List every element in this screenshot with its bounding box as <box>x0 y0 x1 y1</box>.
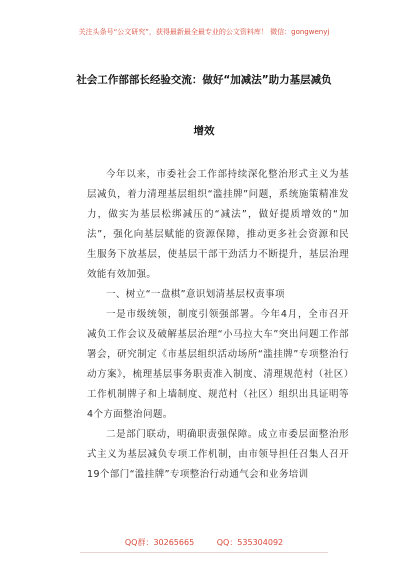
document-title-line-1: 社会工作部部长经验交流：做好“加减法”助力基层减负 <box>76 74 332 86</box>
footer-divider <box>80 552 328 553</box>
document-title-line-2: 增效 <box>193 125 215 137</box>
footer-bar <box>0 537 408 548</box>
document-body <box>87 165 349 485</box>
section-heading-1: 一、树立“一盘棋”意识划清基层权责事项 <box>106 289 285 300</box>
paragraph-point-1: 一是市级统领，制度引领强部署。今年4月，全市召开减负工作会议及破解基层治理“小马拉大车”突出问题工作部署会，研究制定《市基层组织活动场所“滥挂牌”专项整治行动方案》，梳理基层事务职责准入制度、清理规范村（社区）工作机制牌子和上墙制度、规范村（社区）组织出具证明等4个方面整治问题。 <box>87 309 349 420</box>
footer-qq-contact: QQ：535304092 <box>216 538 284 547</box>
paragraph-intro: 今年以来，市委社会工作部持续深化整治形式主义为基层减负，着力清理基层组织“滥挂牌”问题，系统施策精准发力，做实为基层松绑减压的“减法”，做好提质增效的“加法”，强化向基层赋能的资源保障，推动更多社会资源和民生服务下放基层，使基层干部干劲活力不断提升，基层治理效能有效加强。 <box>87 169 349 280</box>
header-banner: 关注头条号“公文研究”，获得最新最全最专业的公文资料库！ 微信：gongwenyj <box>78 28 330 36</box>
paragraph-point-2: 二是部门联动，明确职责强保障。成立市委层面整治形式主义为基层减负专项工作机制，由市领导担任召集人召开19个部门“滥挂牌”专项整治行动通气会和业务培训 <box>87 429 349 480</box>
footer-qq-group: QQ群：30265665 <box>124 538 195 547</box>
